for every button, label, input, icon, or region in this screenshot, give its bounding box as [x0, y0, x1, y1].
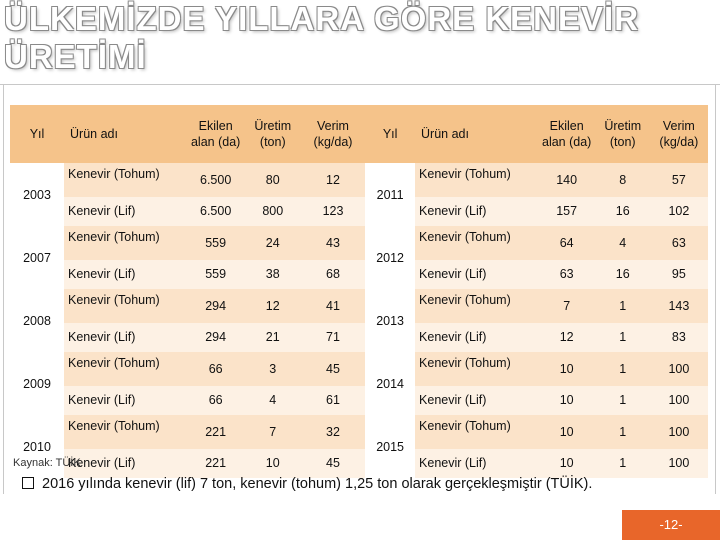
product-cell-right: Kenevir (Lif) — [415, 260, 538, 290]
footnote — [22, 476, 592, 492]
year-cell-right: 2014 — [365, 352, 415, 415]
production-cell-right: 1 — [596, 352, 650, 386]
product-cell-left: Kenevir (Tohum) — [64, 415, 187, 449]
area-cell-left: 559 — [187, 260, 245, 290]
production-cell-right: 16 — [596, 260, 650, 290]
area-cell-right: 10 — [538, 449, 596, 479]
production-cell-right: 1 — [596, 323, 650, 353]
production-cell-left: 800 — [245, 197, 301, 227]
yield-cell-right: 143 — [650, 289, 708, 323]
product-cell-left: Kenevir (Lif) — [64, 449, 187, 479]
area-cell-right: 157 — [538, 197, 596, 227]
header-area-right: Ekilen alan (da) — [538, 105, 596, 163]
top-divider — [0, 84, 720, 85]
header-yield-left: Verim (kg/da) — [301, 105, 365, 163]
product-cell-right: Kenevir (Lif) — [415, 323, 538, 353]
year-cell-left: 2010 — [10, 415, 64, 478]
product-cell-left: Kenevir (Tohum) — [64, 226, 187, 260]
area-cell-left: 66 — [187, 352, 245, 386]
production-cell-left: 12 — [245, 289, 301, 323]
area-cell-left: 6.500 — [187, 163, 245, 197]
area-cell-right: 12 — [538, 323, 596, 353]
table-row — [10, 197, 708, 227]
table-row — [10, 323, 708, 353]
yield-cell-right: 95 — [650, 260, 708, 290]
footnote-text: 2016 yılında kenevir (lif) 7 ton, kenevir (tohum) 1,25 ton olarak gerçekleşmiştir (TÜİK). — [42, 476, 593, 492]
year-cell-left: 2003 — [10, 163, 64, 226]
yield-cell-left: 12 — [301, 163, 365, 197]
product-cell-right: Kenevir (Lif) — [415, 386, 538, 416]
product-cell-right: Kenevir (Tohum) — [415, 289, 538, 323]
year-cell-right: 2011 — [365, 163, 415, 226]
production-cell-left: 38 — [245, 260, 301, 290]
table-row — [10, 415, 708, 449]
year-cell-left: 2007 — [10, 226, 64, 289]
yield-cell-left: 32 — [301, 415, 365, 449]
year-cell-right: 2012 — [365, 226, 415, 289]
area-cell-left: 294 — [187, 323, 245, 353]
header-year-left: Yıl — [10, 105, 64, 163]
production-cell-right: 1 — [596, 449, 650, 479]
area-cell-right: 63 — [538, 260, 596, 290]
left-border-line — [3, 84, 4, 494]
area-cell-right: 7 — [538, 289, 596, 323]
year-cell-left: 2008 — [10, 289, 64, 352]
yield-cell-left: 123 — [301, 197, 365, 227]
right-border-line — [715, 84, 716, 494]
year-cell-right: 2013 — [365, 289, 415, 352]
product-cell-right: Kenevir (Tohum) — [415, 226, 538, 260]
area-cell-right: 10 — [538, 415, 596, 449]
year-cell-left: 2009 — [10, 352, 64, 415]
area-cell-left: 221 — [187, 415, 245, 449]
product-cell-right: Kenevir (Tohum) — [415, 415, 538, 449]
yield-cell-left: 68 — [301, 260, 365, 290]
area-cell-right: 10 — [538, 386, 596, 416]
product-cell-right: Kenevir (Lif) — [415, 197, 538, 227]
production-cell-right: 1 — [596, 415, 650, 449]
yield-cell-left: 61 — [301, 386, 365, 416]
yield-cell-left: 71 — [301, 323, 365, 353]
product-cell-left: Kenevir (Lif) — [64, 197, 187, 227]
yield-cell-right: 57 — [650, 163, 708, 197]
production-cell-left: 4 — [245, 386, 301, 416]
yield-cell-right: 100 — [650, 449, 708, 479]
table-row — [10, 163, 708, 197]
production-cell-left: 24 — [245, 226, 301, 260]
product-cell-right: Kenevir (Tohum) — [415, 163, 538, 197]
production-cell-right: 1 — [596, 289, 650, 323]
table-header-row — [10, 105, 708, 163]
product-cell-left: Kenevir (Tohum) — [64, 289, 187, 323]
area-cell-right: 140 — [538, 163, 596, 197]
area-cell-left: 6.500 — [187, 197, 245, 227]
yield-cell-right: 63 — [650, 226, 708, 260]
production-cell-right: 4 — [596, 226, 650, 260]
yield-cell-left: 45 — [301, 352, 365, 386]
header-product-right: Ürün adı — [415, 105, 538, 163]
yield-cell-left: 45 — [301, 449, 365, 479]
checkbox-bullet-icon — [22, 477, 34, 489]
area-cell-left: 294 — [187, 289, 245, 323]
yield-cell-right: 100 — [650, 352, 708, 386]
header-year-right: Yıl — [365, 105, 415, 163]
product-cell-right: Kenevir (Tohum) — [415, 352, 538, 386]
yield-cell-right: 102 — [650, 197, 708, 227]
header-production-left: Üretim (ton) — [245, 105, 301, 163]
production-cell-right: 1 — [596, 386, 650, 416]
product-cell-left: Kenevir (Lif) — [64, 386, 187, 416]
header-yield-right: Verim (kg/da) — [650, 105, 708, 163]
header-production-right: Üretim (ton) — [596, 105, 650, 163]
yield-cell-right: 83 — [650, 323, 708, 353]
production-cell-left: 3 — [245, 352, 301, 386]
production-table — [10, 105, 708, 478]
production-cell-right: 16 — [596, 197, 650, 227]
header-area-left: Ekilen alan (da) — [187, 105, 245, 163]
product-cell-left: Kenevir (Lif) — [64, 323, 187, 353]
area-cell-right: 10 — [538, 352, 596, 386]
production-cell-left: 21 — [245, 323, 301, 353]
production-cell-left: 10 — [245, 449, 301, 479]
table-row — [10, 352, 708, 386]
source-label: Kaynak: TÜİK — [13, 457, 81, 469]
yield-cell-left: 43 — [301, 226, 365, 260]
product-cell-left: Kenevir (Tohum) — [64, 163, 187, 197]
area-cell-left: 221 — [187, 449, 245, 479]
area-cell-left: 66 — [187, 386, 245, 416]
table-row — [10, 226, 708, 260]
table-row — [10, 260, 708, 290]
product-cell-left: Kenevir (Lif) — [64, 260, 187, 290]
product-cell-right: Kenevir (Lif) — [415, 449, 538, 479]
table-row — [10, 289, 708, 323]
slide-title: ÜLKEMİZDE YILLARA GÖRE KENEVİR ÜRETİMİ — [4, 0, 640, 75]
header-product-left: Ürün adı — [64, 105, 187, 163]
area-cell-right: 64 — [538, 226, 596, 260]
area-cell-left: 559 — [187, 226, 245, 260]
table-row — [10, 386, 708, 416]
yield-cell-right: 100 — [650, 415, 708, 449]
yield-cell-right: 100 — [650, 386, 708, 416]
product-cell-left: Kenevir (Tohum) — [64, 352, 187, 386]
year-cell-right: 2015 — [365, 415, 415, 478]
yield-cell-left: 41 — [301, 289, 365, 323]
table-row — [10, 449, 708, 479]
production-cell-right: 8 — [596, 163, 650, 197]
page-number-badge: -12- — [622, 510, 720, 540]
production-cell-left: 7 — [245, 415, 301, 449]
production-cell-left: 80 — [245, 163, 301, 197]
